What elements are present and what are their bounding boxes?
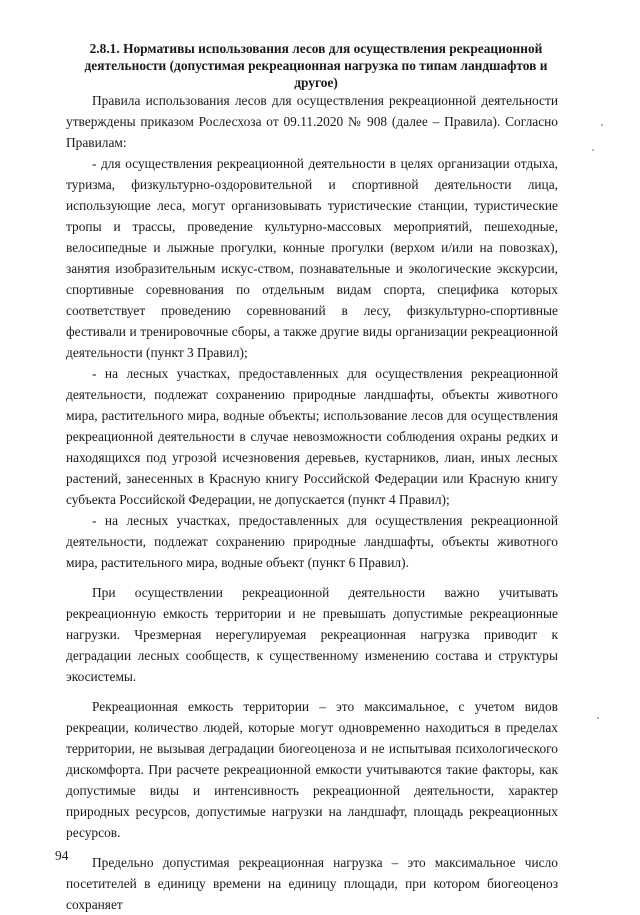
paragraph-recreational-load: При осуществлении рекреационной деятельности важно учитывать рекреационную емкость территории и не превышать допустимые рекреационные нагрузки. Чрезмерная нерегулируемая рекреационная нагрузка приводит к деградации лесных сообществ, к существенному изменению состава и структуры экосистемы. [66, 585, 558, 684]
section-heading [66, 40, 566, 91]
paragraph-max-load: Предельно допустимая рекреационная нагрузка – это максимальное число посетителей в единицу времени на единицу площади, при котором биогеоценоз сохраняет [66, 855, 558, 912]
heading-line-1: 2.8.1. Нормативы использования лесов для осуществления рекреационной [89, 41, 543, 56]
paragraph-rules-intro: Правила использования лесов для осуществления рекреационной деятельности утверждены приказом Рослесхоза от 09.11.2020 № 908 (далее – Правила). Согласно Правилам: [66, 93, 558, 150]
paragraph-recreational-capacity: Рекреационная емкость территории – это максимальное, с учетом видов рекреации, количество людей, которые могут одновременно находиться в пределах территории, не вызывая деградации биогеоценоза и не испытывая психологического дискомфорта. При расчете рекреационной емкости учитываются такие факторы, как допустимые виды и интенсивность рекреационной деятельности, характер природных ресурсов, допустимые нагрузки на ландшафт, площадь рекреационных ресурсов. [66, 699, 558, 840]
page-number: 94 [55, 848, 69, 863]
paragraph-rule-point-6: - на лесных участках, предоставленных для осуществления рекреационной деятельности, подлежат сохранению природные ландшафты, объекты животного мира, растительного мира, водные объект (пункт 6 Правил). [66, 513, 558, 570]
scan-speck [592, 149, 594, 151]
body-text [66, 90, 558, 915]
paragraph-rule-point-3: - для осуществления рекреационной деятельности в целях организации отдыха, туризма, физкультурно-оздоровительной и спортивной деятельности лица, использующие леса, могут организовывать туристические станции, туристические тропы и трассы, проведение культурно-массовых мероприятий, пешеходные, велосипедные и лыжные прогулки, конные прогулки (верхом и/или на повозках), занятия изобразительным искус-ством, познавательные и экологические экскурсии, спортивные соревнования по отдельным видам спорта, специфика которых соответствует проведению соревнований в лесу, физкультурно-спортивные фестивали и тренировочные сборы, а также другие виды организации рекреационной деятельности (пункт 3 Правил); [66, 156, 558, 360]
heading-line-2: деятельности (допустимая рекреационная нагрузка по типам ландшафтов и другое) [84, 58, 548, 90]
scan-speck [601, 124, 603, 126]
scan-speck [597, 717, 599, 719]
paragraph-rule-point-4: - на лесных участках, предоставленных для осуществления рекреационной деятельности, подлежат сохранению природные ландшафты, объекты животного мира, растительного мира, водные объекты; использование лесов для осуществления рекреационной деятельности в случае невозможности соблюдения охраны редких и находящихся под угрозой исчезновения деревьев, кустарников, лиан, иных лесных растений, занесенных в Красную книгу Российской Федерации или Красную книгу субъекта Российской Федерации, не допускается (пункт 4 Правил); [66, 366, 558, 507]
